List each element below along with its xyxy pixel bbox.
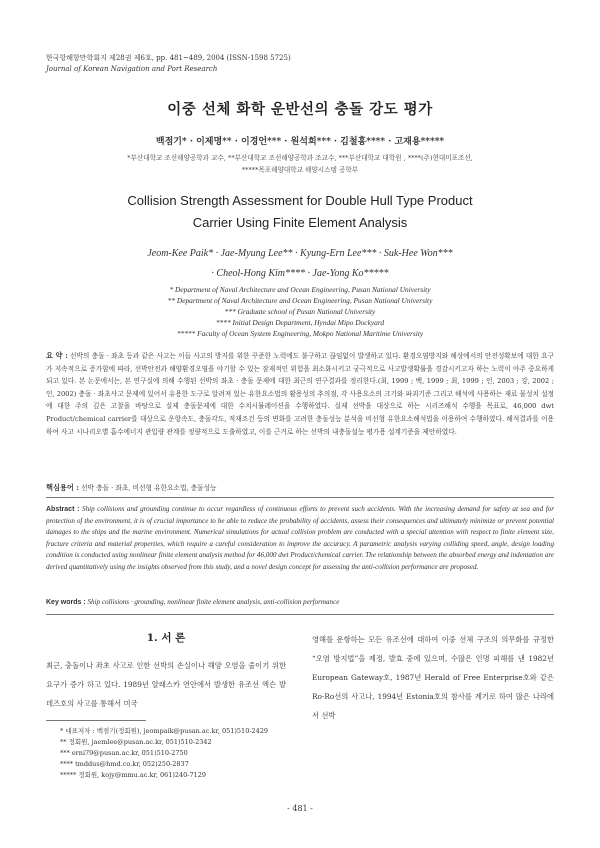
paper-title-korean: 이중 선체 화학 운반선의 충돌 강도 평가: [167, 101, 433, 118]
keywords-ko-text: 선박 충돌 · 좌초, 비선형 유한요소법, 충돌성능: [81, 484, 217, 492]
journal-header: [46, 53, 291, 75]
affiliation-ko-line: *부산대학교 조선해양공학과 교수, **부산대학교 조선해양공학과 조교수, ***부산대학교 대학원 , ****(주)현대미포조선,: [127, 154, 473, 162]
affiliation-en-line: ** Department of Naval Architecture and Ocean Engineering, Pusan National University: [167, 296, 433, 305]
intro-paragraph-left: 최근, 충돌이나 좌초 사고로 인한 선박의 손실이나 해양 오염을 줄이기 위한 요구가 증가 하고 있다. 1989년 알래스카 연안에서 발생한 유조선 엑슨 발데즈호의 사고를 통해서 미국: [46, 661, 286, 708]
authors-en-line: · Cheol-Hong Kim**** · Jae-Yong Ko*****: [211, 268, 389, 279]
abstract-en-text: Ship collisions and grounding continue to occur regardless of continuous efforts to prevent such accidents. With the increasing demand for safety at sea and for protection of the environment, it is of crucial importance to be able to reduce the probability of accidents, assess their consequences and ultimately minimize or prevent potential damages to the ships and the marine environment. Numerical simulations for actual collision problem are conducted with a special attention with respect to finite element size, fracture criteria and material properties, which require a careful consideration to improve the accuracy. A parametric analysis varying colliding speed, angle, design loading condition is conducted using nonlinear finite element analysis method for 46,000 dwt Product/chemical carrier. The relationship between the absorbed energy and indentation are derived quantitatively using the insights observed from this study, and a novel design concept for assessing the anti-collision performance are proposed.: [46, 505, 554, 571]
journal-name-en: Journal of Korean Navigation and Port Research: [46, 65, 218, 73]
footnote-divider: [46, 720, 146, 721]
footnote: **** tmddus@hmd.co.kr, 052)250-2837: [60, 760, 189, 768]
authors-en-line: Jeom-Kee Paik* · Jae-Myung Lee** · Kyung-Ern Lee*** · Suk-Hee Won***: [147, 248, 453, 259]
footnotes: [60, 726, 290, 781]
page-number: - 481 -: [287, 804, 313, 813]
abstract-english: [46, 504, 554, 574]
abstract-ko-text: 선박의 충돌 · 좌초 등과 같은 사고는 이들 사고의 방지를 위한 꾸준한 노력에도 불구하고 끊임없이 발생하고 있다. 환경오염방지와 해상에서의 안전성확보에 대한 요구가 지속적으로 증가함에 따라, 선박안전과 해양환경오염을 야기할 수 있는 잠재적인 위험을 최소화시키고 궁극적으로 사고발생확률을 경감시키고자 하는 노력이 아주 중요하게 되고 있다. 본 논문에서는, 본 연구실에 의해 수행된 선박의 좌초 · 충돌 문제에 대한 최근의 연구결과를 정리한다.(최, 1999 ; 백, 1999 ; 최, 1999 ; 인, 2003 ; 강, 2002 ; 인, 2002) 충돌 · 좌초사고 문제에 있어서 유용한 도구로 알려져 있는 유한요소법의 활용성의 추의점, 각 사용요소의 크기와 파괴기준 그리고 해석에 사용하는 재료 물성치 설정에 대한 주의 깊은 고찰을 바탕으로 실제 충돌문제에 대한 수치시뮬레이션을 수행하였다. 실제 선박을 대상으로 하는 시리즈해석 수행을 목표로, 46,000 dwt Product/chemical carrier를 대상으로 운항속도, 충돌각도, 적재조건 등의 변화를 고려한 충돌성능 분석을 비선형 유한요소해석법을 이용하여 수행하였다. 해석결과를 이용하여 사고 시나리오별 흡수에너지 관입량 관계를 정량적으로 도출하였고, 이를 근거로 하는 선박의 내충돌설능 평가용 설계기준을 제안하였다.: [46, 352, 554, 436]
affiliations-korean: [60, 152, 540, 176]
title-en-line: Collision Strength Assessment for Double Hull Type Product: [127, 193, 473, 208]
keywords-en-text: Ship collisions · grounding, nonlinear finite element analysis, anti-collision performance: [87, 598, 340, 606]
keywords-en-label: Key words :: [46, 599, 86, 606]
abstract-en-label: Abstract :: [46, 506, 80, 513]
affiliation-en-line: * Department of Naval Architecture and Ocean Engineering, Pusan National University: [169, 285, 431, 294]
intro-paragraph-right: 영해를 운항하는 모든 유조선에 대하여 이중 선체 구조의 의무화를 규정한 “오염 방지법”을 제정, 발효 중에 있으며, 수많은 인명 피해를 낸 1982년 European Gateway호, 1987년 Herald of Free Enterprise호와 같은 Ro-Ro선의 사고나, 1994년 Estonia호의 참사를 계기로 하여 많은 나라에서 선박: [312, 635, 554, 720]
authors-english: [60, 244, 540, 284]
section-heading-introduction: 1. 서 론: [146, 632, 186, 644]
journal-citation: 한국항해항만학회지 제28권 제6호, pp. 481~489, 2004 (ISSN-1598 5725): [46, 54, 291, 62]
divider-bottom: [46, 614, 554, 615]
footnote: ** 정회원, jaemlee@pusan.ac.kr, 051)510-2342: [60, 738, 212, 746]
affiliations-english: [80, 284, 520, 339]
divider-top: [46, 497, 554, 498]
keywords-ko-label: 핵심용어 :: [46, 483, 79, 492]
affiliation-en-line: ***** Faculty of Ocean System Engineering, Mokpo National Maritime University: [176, 329, 424, 338]
abstract-korean: [46, 350, 554, 438]
affiliation-ko-line: *****목포해양대학교 해양시스템 공학부: [241, 166, 359, 174]
footnote: ***** 정회원, kojy@mmu.ac.kr, 061)240-7129: [60, 771, 207, 779]
title-en-line: Carrier Using Finite Element Analysis: [192, 215, 408, 230]
affiliation-en-line: **** Initial Design Department, Hyndai Mipo Dockyard: [215, 318, 385, 327]
affiliation-en-line: *** Graduate school of Pusan National University: [224, 307, 376, 316]
authors-korean: 백점기* · 이제명** · 이경언*** · 원석희*** · 김철홍**** · 고재용*****: [155, 137, 445, 147]
footnote: *** erni79@pusan.ac.kr, 051)510-2750: [60, 749, 188, 757]
keywords-korean: [46, 482, 554, 493]
footnote: * 대표저자 : 백점기(정회원), jeompaik@pusan.ac.kr, 051)510-2429: [60, 727, 269, 735]
keywords-english: [46, 598, 554, 606]
paper-title-english: [60, 190, 540, 234]
abstract-ko-label: 요 약 :: [46, 351, 68, 360]
